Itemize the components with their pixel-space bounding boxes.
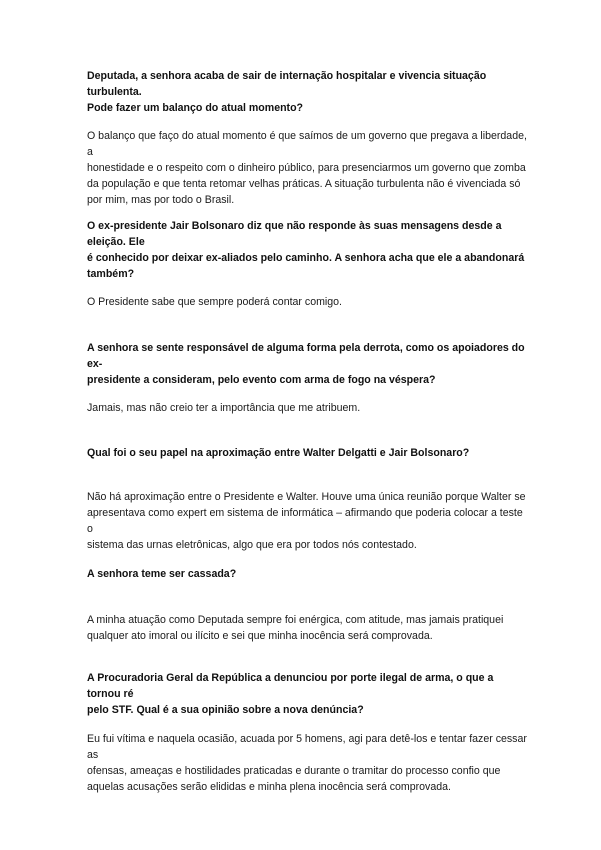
question-1: Deputada, a senhora acaba de sair de internação hospitalar e vivencia situação turbulenta. Pode fazer um balanço do atual momento? [87,70,487,114]
answer-3: Jamais, mas não creio ter a importância que me atribuem. [87,402,361,414]
answer-6: Eu fui vítima e naquela ocasião, acuada por 5 homens, agi para detê-los e tentar fazer cessar as ofensas, ameaças e hostilidades praticadas e durante o tramitar do processo confio que aquelas acusações serão elididas e minha plena inocência será comprovada. [87,733,527,793]
question-2: O ex-presidente Jair Bolsonaro diz que não responde às suas mensagens desde a eleição. Ele é conhecido por deixar ex-aliados pelo caminho. A senhora acha que ele a abandonará também? [87,220,525,280]
question-6: A Procuradoria Geral da República a denunciou por porte ilegal de arma, o que a tornou ré pelo STF. Qual é a sua opinião sobre a nova denúncia? [87,672,494,716]
question-3: A senhora se sente responsável de alguma forma pela derrota, como os apoiadores do ex- presidente a consideram, pelo evento com arma de fogo na véspera? [87,342,525,386]
answer-2: O Presidente sabe que sempre poderá contar comigo. [87,296,342,308]
answer-1: O balanço que faço do atual momento é que saímos de um governo que pregava a liberdade, a honestidade e o respeito com o dinheiro público, para presenciarmos um governo que zomba da população e que tenta retomar velhas práticas. A situação turbulenta não é vivenciada só por mim, mas por todo o Brasil. [87,130,527,206]
answer-5: A minha atuação como Deputada sempre foi enérgica, com atitude, mas jamais pratiquei qualquer ato imoral ou ilícito e sei que minha inocência será comprovada. [87,614,504,642]
question-4: Qual foi o seu papel na aproximação entre Walter Delgatti e Jair Bolsonaro? [87,447,470,459]
question-5: A senhora teme ser cassada? [87,568,237,580]
answer-4: Não há aproximação entre o Presidente e Walter. Houve uma única reunião porque Walter se apresentava como expert em sistema de informática – afirmando que poderia colocar a teste o sistema das urnas eletrônicas, algo que era por todos nós contestado. [87,491,526,551]
